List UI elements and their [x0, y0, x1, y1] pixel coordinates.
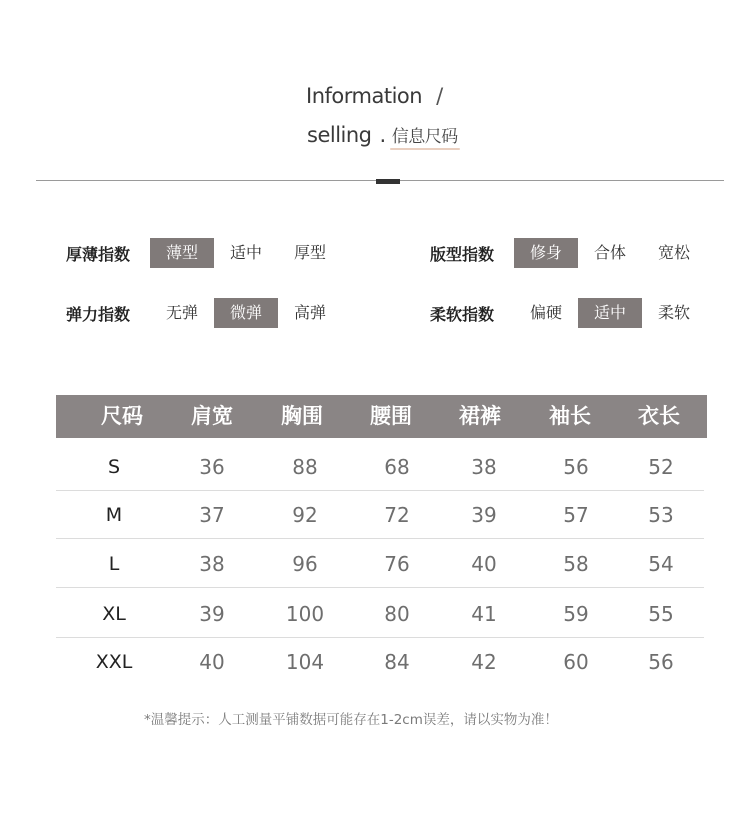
- attr-option: 合体: [593, 243, 626, 262]
- attr-thickness: [66, 238, 342, 268]
- table-cell: 88: [292, 455, 318, 479]
- attr-option: 柔软: [657, 303, 690, 322]
- table-cell: 60: [563, 650, 589, 674]
- table-cell: 57: [563, 503, 589, 527]
- column-header-size: 尺码: [101, 404, 143, 428]
- attr-label: 厚薄指数: [66, 244, 131, 264]
- table-cell: 36: [199, 455, 225, 479]
- table-cell: 55: [648, 602, 674, 626]
- column-header-length: 衣长: [638, 404, 680, 428]
- attr-label: 弹力指数: [66, 304, 131, 324]
- cell-size: XXL: [95, 651, 133, 673]
- table-row: [56, 443, 704, 491]
- attr-option: 高弹: [293, 303, 326, 322]
- cell-size: XL: [102, 603, 126, 625]
- table-cell: 53: [648, 503, 674, 527]
- column-header-waist: 腰围: [370, 404, 412, 428]
- attr-option: 适中: [229, 243, 262, 262]
- attr-option-selected: 适中: [578, 298, 642, 328]
- table-cell: 104: [285, 650, 325, 674]
- attr-label: 柔软指数: [430, 304, 495, 324]
- table-cell: 58: [563, 552, 589, 576]
- header-title-en: [306, 84, 443, 108]
- header-subtitle-dot: .: [379, 123, 386, 147]
- table-cell: 52: [648, 455, 674, 479]
- table-cell: 40: [471, 552, 497, 576]
- table-cell: 100: [285, 602, 325, 626]
- column-header-sleeve: 袖长: [549, 404, 591, 428]
- column-header-chest: 胸围: [281, 404, 323, 428]
- measurement-note: *温馨提示：人工测量平铺数据可能存在1-2cm误差，请以实物为准！: [144, 712, 558, 728]
- table-cell: 76: [384, 552, 410, 576]
- attr-option: 偏硬: [529, 303, 562, 322]
- table-cell: 41: [471, 602, 497, 626]
- size-table-header: [56, 395, 707, 438]
- table-cell: 92: [292, 503, 318, 527]
- table-cell: 96: [292, 552, 318, 576]
- cell-size: L: [108, 553, 120, 575]
- attr-option-selected: 微弹: [214, 298, 278, 328]
- header-title-information: Information: [306, 84, 423, 108]
- header-divider-mark: [376, 179, 400, 184]
- table-cell: 38: [471, 455, 497, 479]
- table-cell: 54: [648, 552, 674, 576]
- table-cell: 56: [648, 650, 674, 674]
- table-row: [56, 638, 704, 686]
- header-subtitle-selling: selling: [307, 123, 372, 147]
- attr-option: 宽松: [657, 243, 690, 262]
- table-cell: 38: [199, 552, 225, 576]
- attr-option: 厚型: [293, 243, 326, 262]
- attr-label: 版型指数: [430, 244, 495, 264]
- table-cell: 56: [563, 455, 589, 479]
- attr-fit: [430, 238, 706, 268]
- table-cell: 84: [384, 650, 410, 674]
- attr-softness: [430, 298, 706, 328]
- column-header-skirt: 裙裤: [459, 404, 501, 428]
- table-cell: 40: [199, 650, 225, 674]
- table-cell: 68: [384, 455, 410, 479]
- header-subtitle-cn: 信息尺码: [391, 127, 458, 147]
- cell-size: M: [105, 504, 123, 526]
- table-cell: 72: [384, 503, 410, 527]
- header-subtitle: [307, 122, 458, 147]
- info-header: [0, 0, 750, 200]
- attr-elasticity: [66, 298, 342, 328]
- table-cell: 80: [384, 602, 410, 626]
- attr-option-selected: 薄型: [150, 238, 214, 268]
- table-cell: 39: [471, 503, 497, 527]
- table-row: [56, 590, 704, 638]
- attr-option-selected: 修身: [514, 238, 578, 268]
- attr-option: 无弹: [165, 303, 198, 322]
- row-divider: [56, 587, 704, 588]
- row-divider: [56, 538, 704, 539]
- table-row: [56, 540, 704, 588]
- table-cell: 42: [471, 650, 497, 674]
- cell-size: S: [107, 456, 121, 478]
- column-header-shoulder: 肩宽: [191, 404, 233, 428]
- header-title-slash: /: [436, 84, 443, 108]
- table-cell: 39: [199, 602, 225, 626]
- table-row: [56, 491, 704, 539]
- table-cell: 37: [199, 503, 225, 527]
- table-cell: 59: [563, 602, 589, 626]
